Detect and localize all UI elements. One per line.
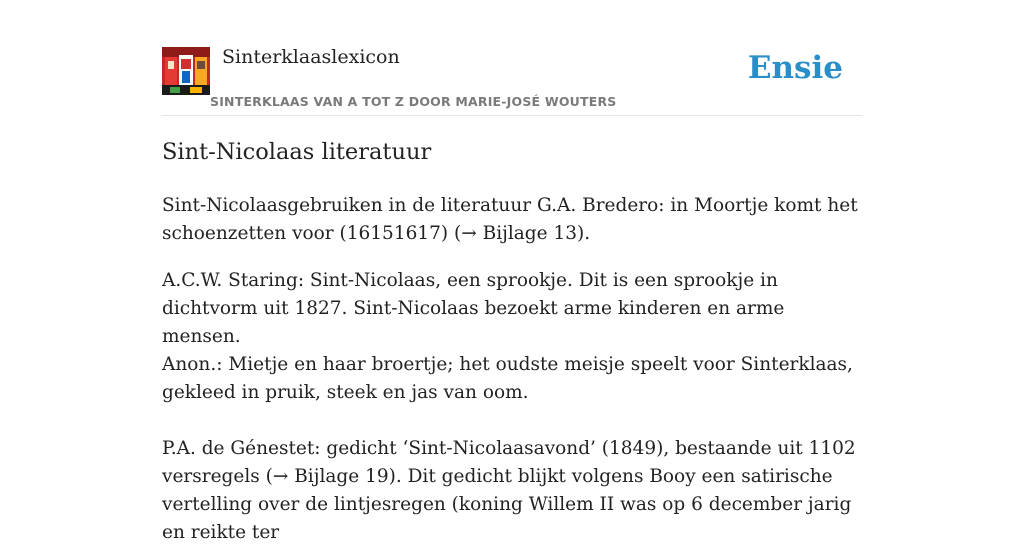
article-paragraph: P.A. de Génestet: gedicht ‘Sint-Nicolaasavond’ (1849), bestaande uit 1102 versregels (→ Bijlage 19). Dit gedicht blijkt volgens Booy een satirische vertelling over de lintjesregen (koning Willem II was op 6 december jarig en reikte ter — [162, 438, 856, 543]
article-title: Sint-Nicolaas literatuur — [162, 139, 432, 165]
brand-logo[interactable]: Ensie — [747, 50, 843, 86]
avatar[interactable] — [162, 47, 210, 95]
sinterklaas-collage-icon — [162, 47, 210, 95]
site-header — [162, 0, 862, 116]
article-paragraph: Anon.: Mietje en haar broertje; het oudste meisje speelt voor Sinterklaas, gekleed in pruik, steek en jas van oom. — [162, 354, 853, 403]
page — [162, 0, 862, 543]
article-paragraph: A.C.W. Staring: Sint-Nicolaas, een sprookje. Dit is een sprookje in dichtvorm uit 1827. Sint-Nicolaas bezoekt arme kinderen en arme mensen. — [162, 270, 785, 347]
site-title[interactable]: Sinterklaaslexicon — [222, 46, 400, 68]
site-subtitle: SINTERKLAAS VAN A TOT Z DOOR MARIE-JOSÉ WOUTERS — [210, 94, 617, 109]
article-paragraph: Sint-Nicolaasgebruiken in de literatuur G.A. Bredero: in Moortje komt het schoenzetten voor (16151617) (→ Bijlage 13). — [162, 195, 858, 244]
